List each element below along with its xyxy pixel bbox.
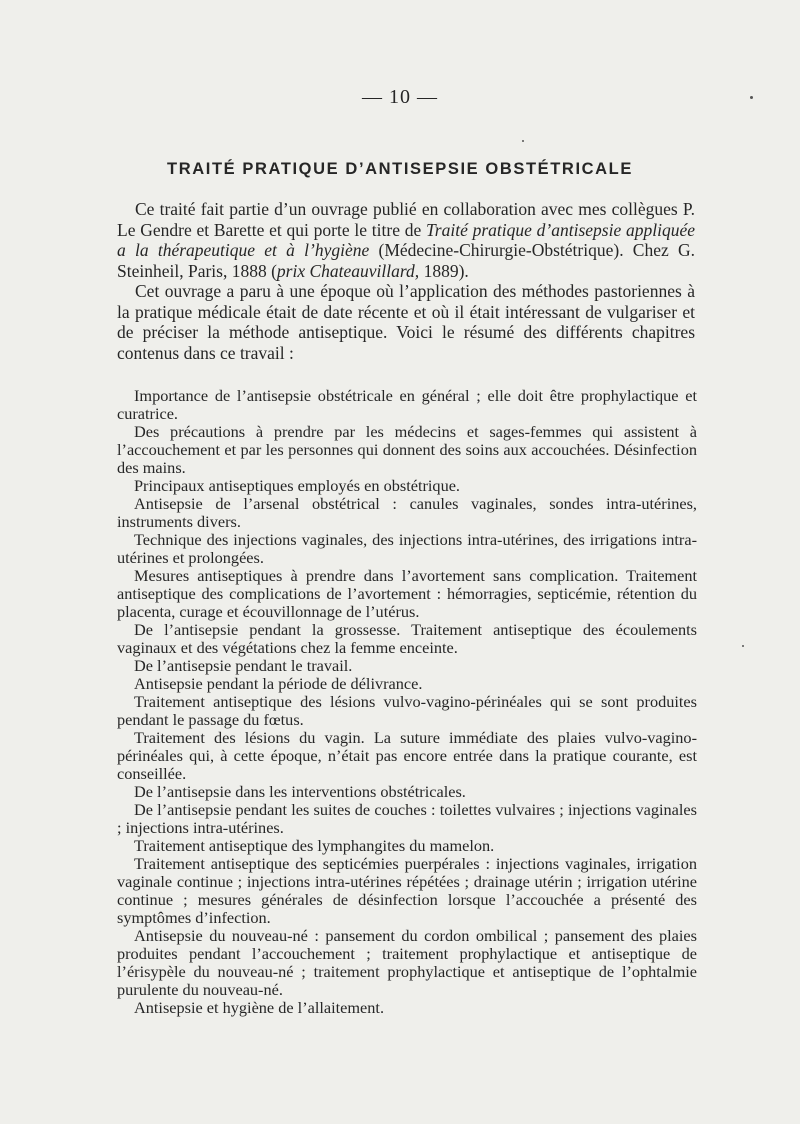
section-title: TRAITÉ PRATIQUE D’ANTISEPSIE OBSTÉTRICALE <box>167 160 633 178</box>
intro-paragraph-2: Cet ouvrage a paru à une époque où l’application des méthodes pastoriennes à la pratique médicale était de date récente et où il était intéressant de vulgariser et de préciser la méthode antiseptique. Voici le résumé des différents chapitres contenus dans ce travail : <box>117 281 695 363</box>
summary-item: Antisepsie du nouveau-né : pansement du cordon ombilical ; pansement des plaies produites pendant l’accouchement ; traitement prophylactique et antiseptique de l’érisypèle du nouveau-né ; traitement prophylactique et antiseptique de l’ophtalmie purulente du nouveau-né. <box>117 926 697 999</box>
summary-item: De l’antisepsie pendant la grossesse. Traitement antiseptique des écoulements vaginaux et des végétations chez la femme enceinte. <box>117 620 697 657</box>
summary-item: Des précautions à prendre par les médecins et sages-femmes qui assistent à l’accouchement et par les personnes qui donnent des soins aux accouchées. Désinfection des mains. <box>117 422 697 477</box>
summary-item: Antisepsie et hygiène de l’allaitement. <box>134 998 385 1017</box>
paper-speck <box>522 140 524 142</box>
intro-p1-text-b: (Médecine-Chirurgie-Obstétrique). Chez G. Steinheil, Paris, 1888 ( <box>117 240 696 281</box>
summary-item: Principaux antiseptiques employés en obstétrique. <box>134 476 461 495</box>
summary-item: Importance de l’antisepsie obstétricale en général ; elle doit être prophylactique et curatrice. <box>117 386 697 423</box>
summary-item: Traitement antiseptique des septicémies puerpérales : injections vaginales, irrigation vaginale continue ; injections intra-utérines répétées ; drainage utérin ; irrigation utérine continue ; mesures générales de désinfection lorsque l’accouchée a présenté des symptômes d’infection. <box>117 854 697 927</box>
intro-text <box>117 199 695 363</box>
paper-speck <box>742 645 744 647</box>
summary-item: De l’antisepsie pendant les suites de couches : toilettes vulvaires ; injections vaginales ; injections intra-utérines. <box>117 800 697 837</box>
summary-item: Traitement antiseptique des lymphangites du mamelon. <box>134 836 495 855</box>
prize-italic: prix Chateauvillard, <box>276 260 420 281</box>
summary-item: De l’antisepsie dans les interventions obstétricales. <box>134 782 466 801</box>
paper-speck <box>750 96 753 99</box>
chapter-summary-list <box>117 387 697 1017</box>
summary-item: Traitement antiseptique des lésions vulvo-vagino-périnéales qui se sont produites pendant le passage du fœtus. <box>117 692 697 729</box>
summary-item: De l’antisepsie pendant le travail. <box>134 656 353 675</box>
book-title-italic: Traité pratique d’antisepsie appliquée a la thérapeutique et à l’hygiène <box>117 219 696 260</box>
page-number: — 10 — <box>362 86 438 108</box>
intro-p1-text-a: Ce traité fait partie d’un ouvrage publié en collaboration avec mes collègues P. Le Gendre et Barette et qui porte le titre de <box>117 199 695 240</box>
summary-item: Mesures antiseptiques à prendre dans l’avortement sans complication. Traitement antiseptique des complications de l’avortement : hémorragies, septicémie, rétention du placenta, curage et écouvillonnage de l’utérus. <box>117 566 697 621</box>
summary-item: Traitement des lésions du vagin. La suture immédiate des plaies vulvo-vagino-périnéales qui, à cette époque, n’était pas encore entrée dans la pratique courante, est conseillée. <box>117 728 697 783</box>
summary-item: Technique des injections vaginales, des injections intra-utérines, des irrigations intra-utérines et prolongées. <box>117 530 697 567</box>
intro-paragraph-1 <box>117 199 695 281</box>
summary-item: Antisepsie de l’arsenal obstétrical : canules vaginales, sondes intra-utérines, instruments divers. <box>117 494 697 531</box>
intro-p1-text-c: 1889). <box>419 260 469 281</box>
summary-item: Antisepsie pendant la période de délivrance. <box>134 674 423 693</box>
